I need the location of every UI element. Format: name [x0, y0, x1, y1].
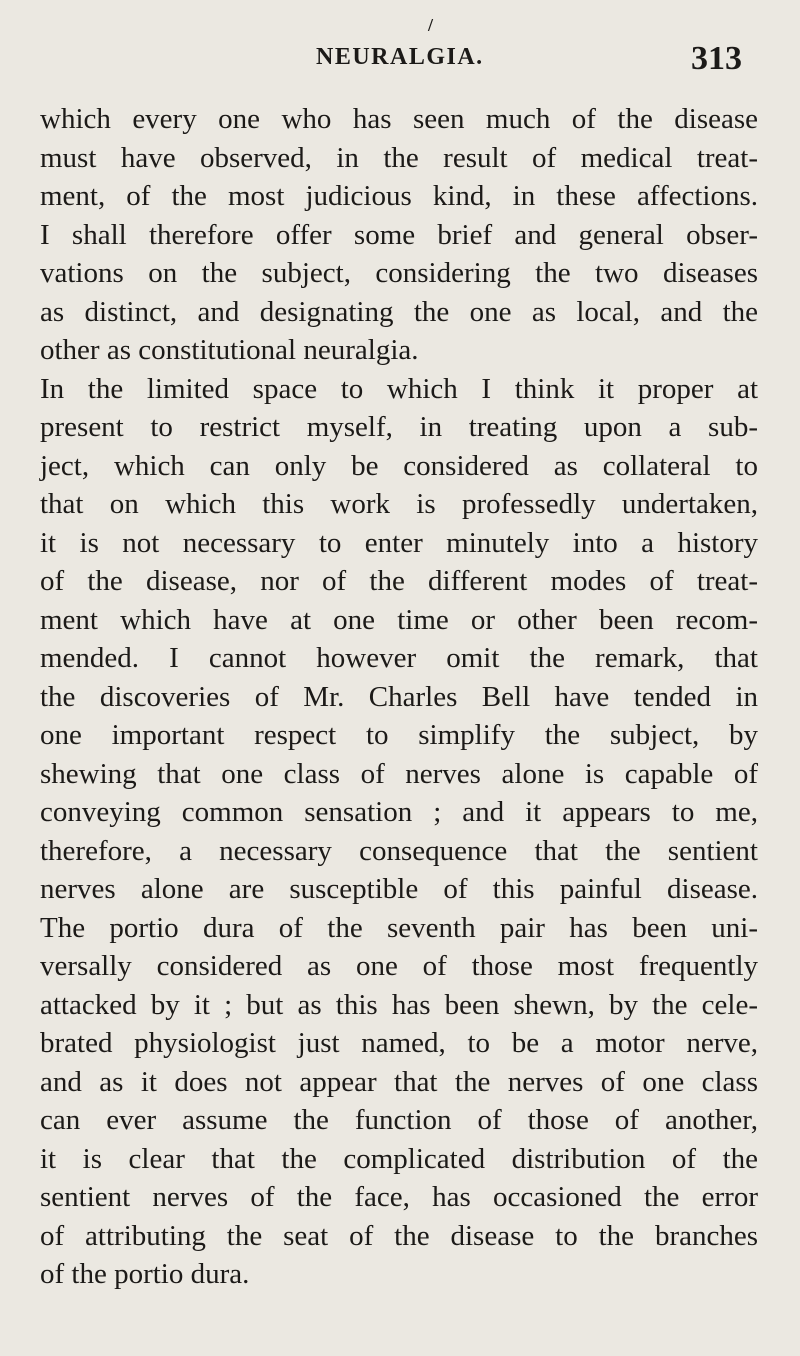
text-line: vations on the subject, considering the two diseases: [40, 257, 758, 289]
text-line: sentient nerves of the face, has occasioned the error: [40, 1181, 758, 1213]
text-line: attacked by it ; but as this has been shewn, by the cele-: [40, 988, 758, 1021]
text-line: can ever assume the function of those of another,: [40, 1104, 758, 1136]
page-number: 313: [691, 40, 742, 77]
running-head: NEURALGIA.: [316, 44, 484, 70]
text-line: and as it does not appear that the nerves of one class: [40, 1065, 758, 1098]
text-line: nerves alone are susceptible of this painful disease.: [40, 873, 758, 905]
text-line: I shall therefore offer some brief and general obser-: [40, 218, 758, 251]
text-line: mended. I cannot however omit the remark, that: [40, 642, 758, 674]
text-line: In the limited space to which I think it proper at: [40, 372, 758, 405]
text-line: brated physiologist just named, to be a motor nerve,: [40, 1027, 758, 1059]
text-line: ment, of the most judicious kind, in these affections.: [40, 180, 758, 212]
text-line: as distinct, and designating the one as local, and the: [40, 295, 758, 328]
text-line: present to restrict myself, in treating upon a sub-: [40, 411, 758, 443]
text-line: must have observed, in the result of medical treat-: [40, 141, 758, 174]
text-line: the discoveries of Mr. Charles Bell have tended in: [40, 680, 758, 713]
text-line: The portio dura of the seventh pair has been uni-: [40, 911, 758, 944]
text-line: it is not necessary to enter minutely into a history: [40, 526, 758, 559]
text-line: ment which have at one time or other been recom-: [40, 603, 758, 636]
text-line: which every one who has seen much of the disease: [40, 103, 758, 135]
text-line: shewing that one class of nerves alone is capable of: [40, 757, 758, 790]
text-line: of the disease, nor of the different modes of treat-: [40, 565, 758, 597]
text-line: conveying common sensation ; and it appears to me,: [40, 796, 758, 828]
text-line: other as constitutional neuralgia.: [40, 334, 419, 366]
text-line: one important respect to simplify the subject, by: [40, 719, 758, 751]
body-text: [40, 100, 758, 1294]
text-line: therefore, a necessary consequence that the sentient: [40, 834, 758, 867]
printer-mark: /: [428, 15, 434, 35]
text-line: that on which this work is professedly undertaken,: [40, 488, 758, 520]
text-line: versally considered as one of those most frequently: [40, 950, 758, 982]
text-line: ject, which can only be considered as collateral to: [40, 449, 758, 482]
text-line: of attributing the seat of the disease to the branches: [40, 1219, 758, 1252]
text-line: of the portio dura.: [40, 1258, 250, 1290]
text-line: it is clear that the complicated distribution of the: [40, 1142, 758, 1175]
